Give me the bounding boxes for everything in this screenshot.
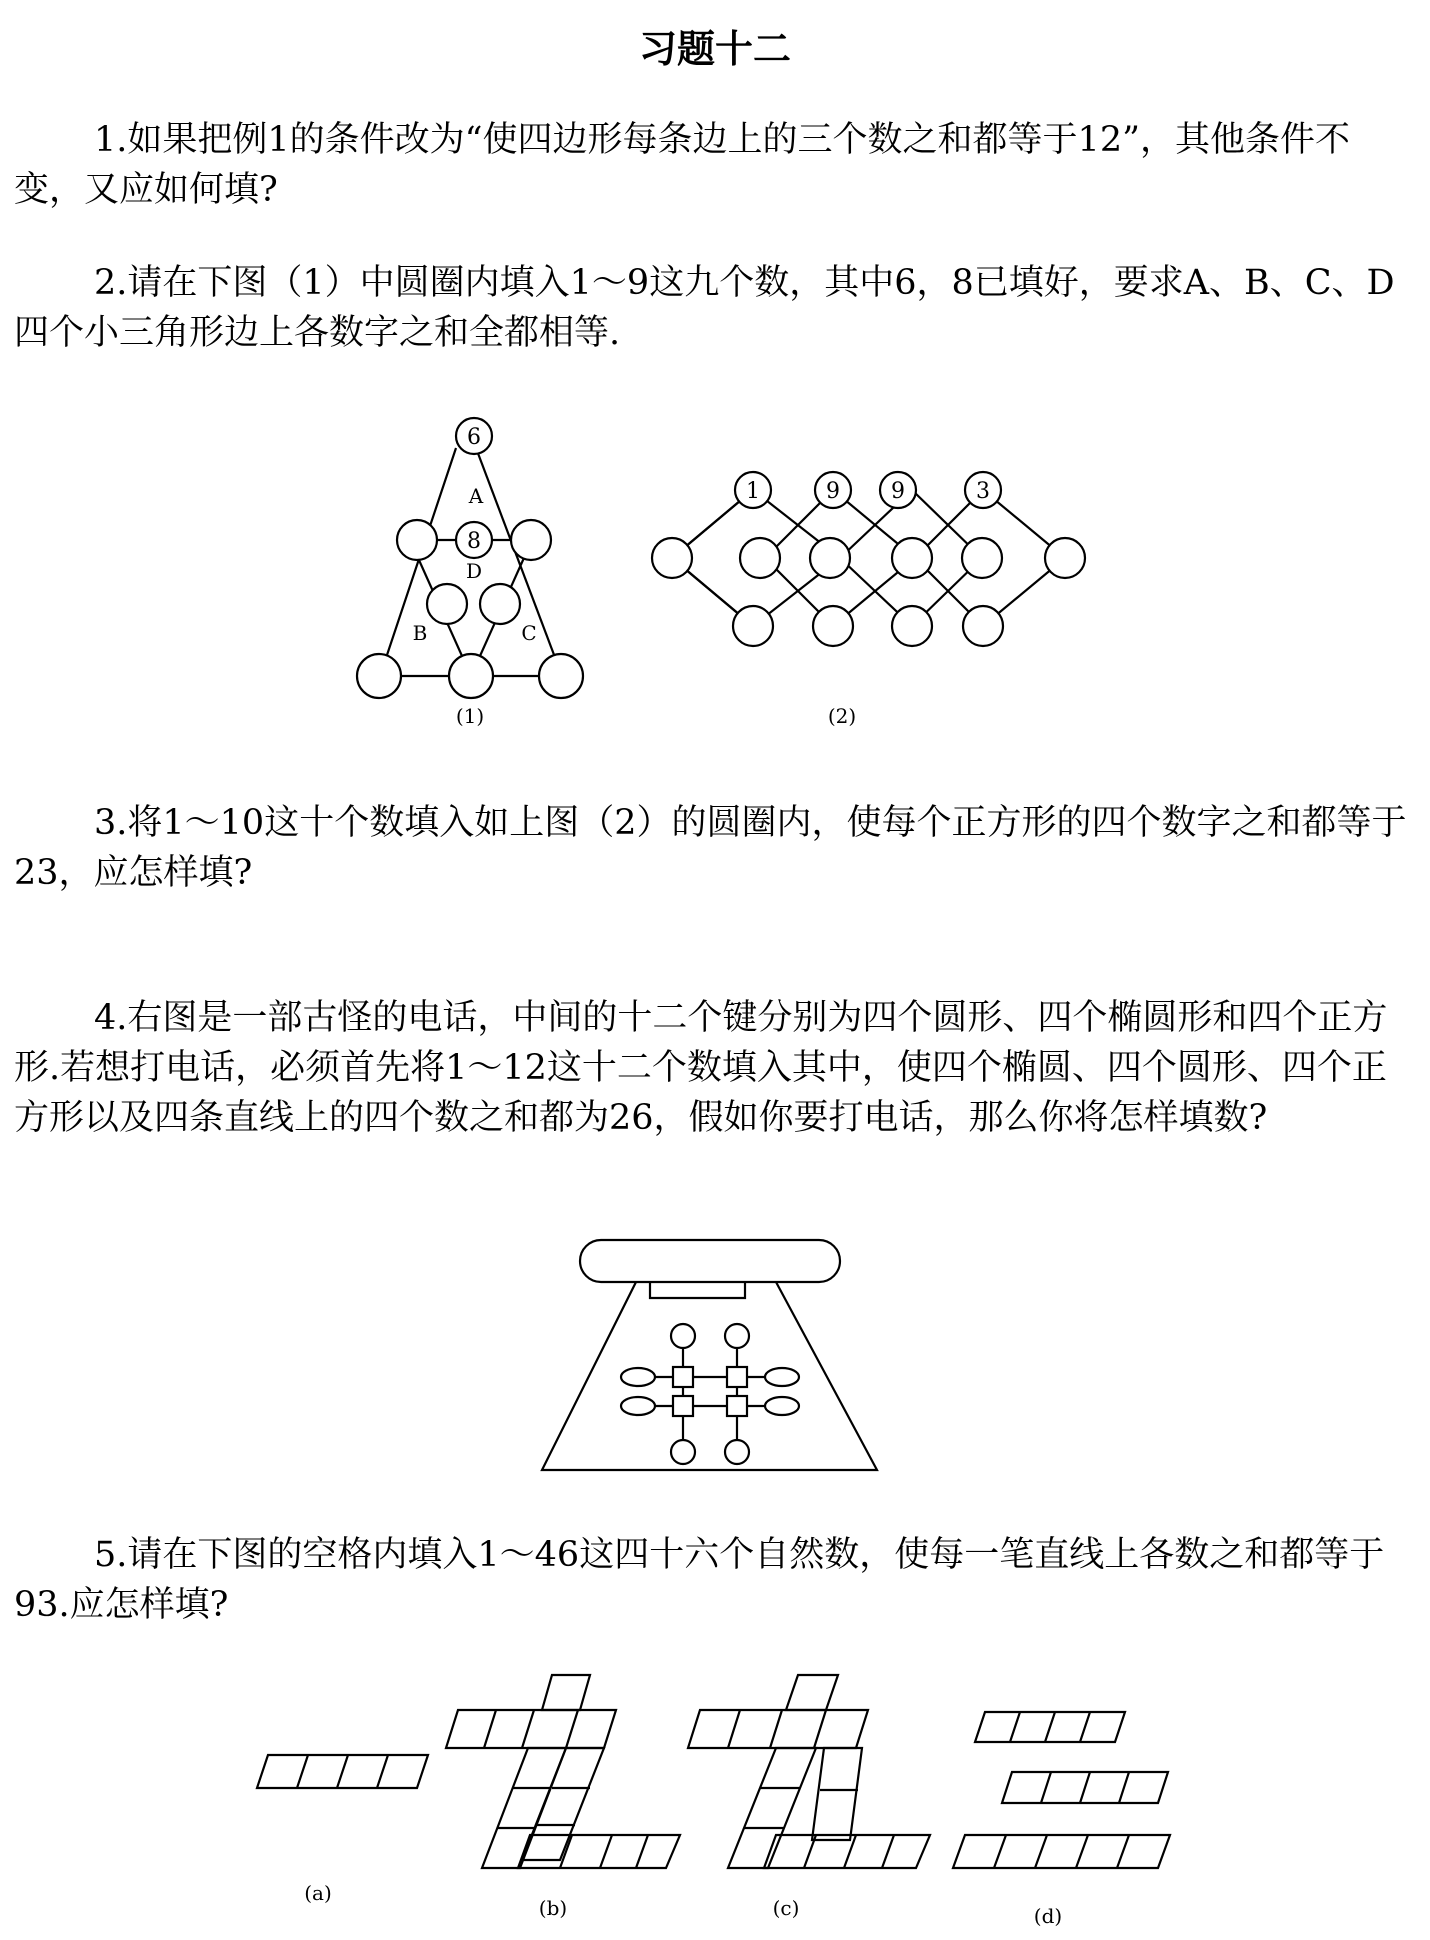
label-c: C (521, 621, 537, 645)
key-square-3 (673, 1396, 693, 1416)
key-ellipse-1 (621, 1368, 655, 1386)
problem-3: 3.将1～10这十个数填入如上图（2）的圆圈内，使每个正方形的四个数字之和都等于23，应怎样填? (14, 803, 1407, 893)
caption-c: (c) (772, 1896, 800, 1920)
problem-4: 4.右图是一部古怪的电话，中间的十二个键分别为四个圆形、四个椭圆形和四个正方形.若想打电话，必须首先将1～12这十二个数填入其中，使四个椭圆、四个圆形、四个正方形以及四条直线上的四个数之和都为26，假如你要打电话，那么你将怎样填数? (14, 998, 1388, 1138)
page-title: 习题十二 (638, 27, 791, 71)
circle-inner-left (427, 584, 467, 624)
circle-mid-6 (1045, 538, 1085, 578)
number-top-4: 3 (976, 479, 990, 504)
number-top-2: 9 (826, 479, 840, 504)
number-8: 8 (467, 529, 481, 554)
key-circle-4 (725, 1440, 749, 1464)
circle-inner-right (480, 584, 520, 624)
label-d: D (465, 559, 483, 583)
circle-mid-5 (962, 538, 1002, 578)
key-ellipse-3 (765, 1368, 799, 1386)
figure-b (446, 1675, 680, 1868)
square-lines (672, 490, 1065, 626)
caption-a: (a) (304, 1881, 332, 1905)
caption-1: (1) (455, 704, 485, 728)
key-ellipse-4 (765, 1397, 799, 1415)
phone-lines (625, 1336, 790, 1452)
key-circle-1 (671, 1324, 695, 1348)
caption-d: (d) (1033, 1904, 1063, 1928)
label-b: B (412, 621, 428, 645)
phone-handset (580, 1240, 840, 1282)
circle-bottom-3 (892, 606, 932, 646)
circle-mid-2 (740, 538, 780, 578)
circle-right-mid (511, 520, 551, 560)
circle-bottom-right (539, 654, 583, 698)
key-square-1 (673, 1367, 693, 1387)
figure-d (953, 1712, 1170, 1868)
grid-figures (0, 1660, 1430, 1940)
problem-5: 5.请在下图的空格内填入1～46这四十六个自然数，使每一笔直线上各数之和都等于93.应怎样填? (14, 1535, 1385, 1625)
circle-bottom-left (357, 654, 401, 698)
key-circle-3 (671, 1440, 695, 1464)
key-ellipse-2 (621, 1397, 655, 1415)
circle-mid-3 (810, 538, 850, 578)
circle-bottom-4 (963, 606, 1003, 646)
problem-2: 2.请在下图（1）中圆圈内填入1～9这九个数，其中6，8已填好，要求A、B、C、D四个小三角形边上各数字之和全都相等. (14, 263, 1395, 353)
circle-left-mid (397, 520, 437, 560)
key-square-2 (727, 1367, 747, 1387)
phone-cradle (650, 1282, 745, 1298)
figure-c (688, 1675, 930, 1868)
number-6: 6 (467, 425, 481, 450)
caption-b: (b) (538, 1896, 568, 1920)
key-square-4 (727, 1396, 747, 1416)
label-a: A (468, 484, 484, 508)
circle-mid-1 (652, 538, 692, 578)
circle-bottom-mid (449, 654, 493, 698)
circle-bottom-1 (733, 606, 773, 646)
number-top-3: 9 (891, 479, 905, 504)
circle-bottom-2 (813, 606, 853, 646)
key-circle-2 (725, 1324, 749, 1348)
figure-a (257, 1755, 428, 1788)
problem-1: 1.如果把例1的条件改为“使四边形每条边上的三个数之和都等于12”，其他条件不变，又应如何填? (14, 120, 1350, 210)
number-top-1: 1 (746, 479, 760, 504)
phone-figure (540, 1238, 890, 1478)
caption-2: (2) (827, 704, 857, 728)
figure-2-squares (640, 460, 1100, 740)
figure-1-triangle (340, 408, 600, 738)
circle-mid-4 (892, 538, 932, 578)
